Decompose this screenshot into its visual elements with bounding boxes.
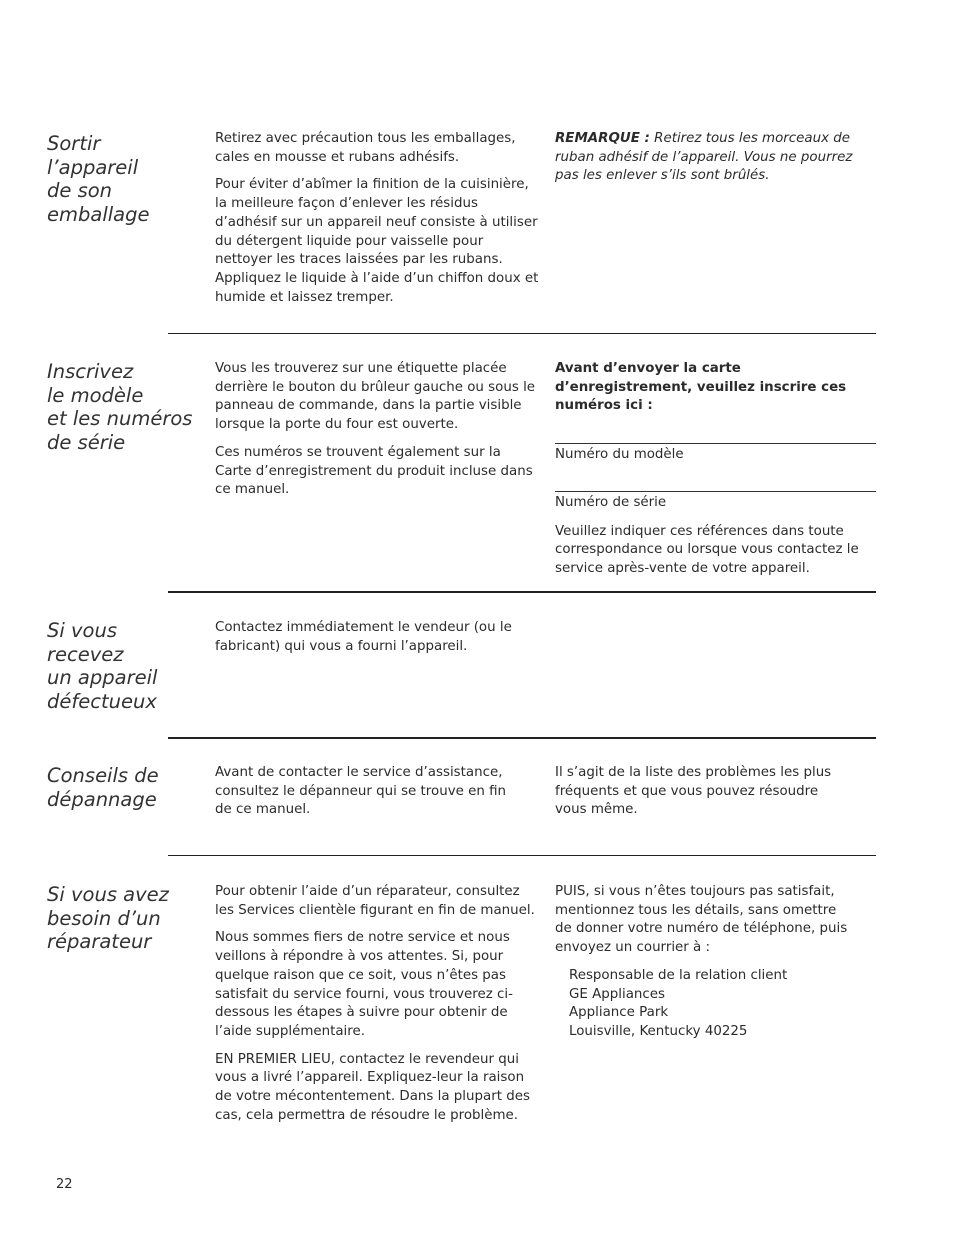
model-number-label: Numéro du modèle: [555, 447, 684, 463]
page-number: 22: [56, 1177, 73, 1192]
section-heading: Si vous recevez un appareil défectueux: [47, 619, 158, 713]
section-divider: [168, 855, 876, 856]
paragraph: PUIS, si vous n’êtes toujours pas satisfait, mentionnez tous les détails, sans omettre de donner votre numéro de téléphone, puis envoyez un courrier à :: [555, 884, 848, 956]
paragraph: Avant de contacter le service d’assistance, consultez le dépanneur qui se trouve en fin de ce manuel.: [215, 765, 507, 818]
section-divider: [168, 333, 876, 334]
paragraph: Retirez avec précaution tous les emballages, cales en mousse et rubans adhésifs.: [215, 131, 516, 165]
address-line: Appliance Park: [569, 1005, 669, 1021]
registration-fields: [555, 360, 876, 588]
paragraph: Nous sommes fiers de notre service et nous veillons à répondre à vos attentes. Si, pour quelque raison que ce soit, vous n’êtes pas satisfait du service fourni, vous trouverez ci-dessous les étapes à suivre pour obtenir de l’aide supplémentaire.: [215, 930, 513, 1039]
paragraph: Ces numéros se trouvent également sur la Carte d’enregistrement du produit incluse dans ce manuel.: [215, 444, 533, 498]
section-body: [215, 883, 540, 1134]
registration-intro: Avant d’envoyer la carte d’enregistrement, veuillez inscrire ces numéros ici :: [555, 361, 847, 414]
section-body: [215, 360, 540, 509]
serial-number-label: Numéro de série: [555, 494, 667, 510]
section-body: [215, 764, 540, 829]
section-heading: Conseils de dépannage: [47, 764, 159, 811]
note-label: REMARQUE :: [555, 131, 650, 146]
section-note: [555, 130, 876, 195]
paragraph: Pour éviter d’abîmer la finition de la cuisinière, la meilleure façon d’enlever les résidus d’adhésif sur un appareil neuf consiste à utiliser du détergent liquide pour vaisselle pour nettoyer les traces laissées par les rubans. Appliquez le liquide à l’aide d’un chiffon doux et humide et laissez tremper.: [215, 177, 539, 305]
note-text: Retirez tous les morceaux de ruban adhésif de l’appareil. Vous ne pourrez pas les enlever s’ils sont brûlés.: [555, 131, 853, 184]
model-number-line: [555, 443, 876, 444]
paragraph: Veuillez indiquer ces références dans toute correspondance ou lorsque vous contactez le service après-vente de votre appareil.: [555, 523, 859, 576]
section-divider: [168, 591, 876, 593]
address-line: Responsable de la relation client: [569, 967, 788, 983]
paragraph: Vous les trouverez sur une étiquette placée derrière le bouton du brûleur gauche ou sous le panneau de commande, dans la partie visible lorsque la porte du four est ouverte.: [215, 361, 536, 433]
note-paragraph: [555, 130, 876, 186]
paragraph: Pour obtenir l’aide d’un réparateur, consultez les Services clientèle figurant en fin de manuel.: [215, 884, 535, 918]
address-line: GE Appliances: [569, 986, 665, 1002]
section-body: [215, 619, 540, 665]
section-heading: Inscrivez le modèle et les numéros de série: [47, 360, 193, 454]
section-heading: Sortir l’appareil de son emballage: [47, 132, 150, 226]
mailing-address: [555, 967, 876, 1042]
section-body-secondary: [555, 764, 876, 829]
section-heading: Si vous avez besoin d’un réparateur: [47, 883, 169, 953]
section-body: [215, 130, 540, 316]
section-divider: [168, 737, 876, 739]
serial-number-line: [555, 491, 876, 492]
paragraph: Il s’agit de la liste des problèmes les plus fréquents et que vous pouvez résoudre vous même.: [555, 765, 832, 818]
paragraph: EN PREMIER LIEU, contactez le revendeur qui vous a livré l’appareil. Expliquez-leur la raison de votre mécontentement. Dans la plupart des cas, cela permettra de résoudre le problème.: [215, 1051, 530, 1123]
address-line: Louisville, Kentucky 40225: [569, 1023, 748, 1039]
section-body-secondary: [555, 883, 876, 1042]
paragraph: Contactez immédiatement le vendeur (ou le fabricant) qui vous a fourni l’appareil.: [215, 620, 512, 654]
